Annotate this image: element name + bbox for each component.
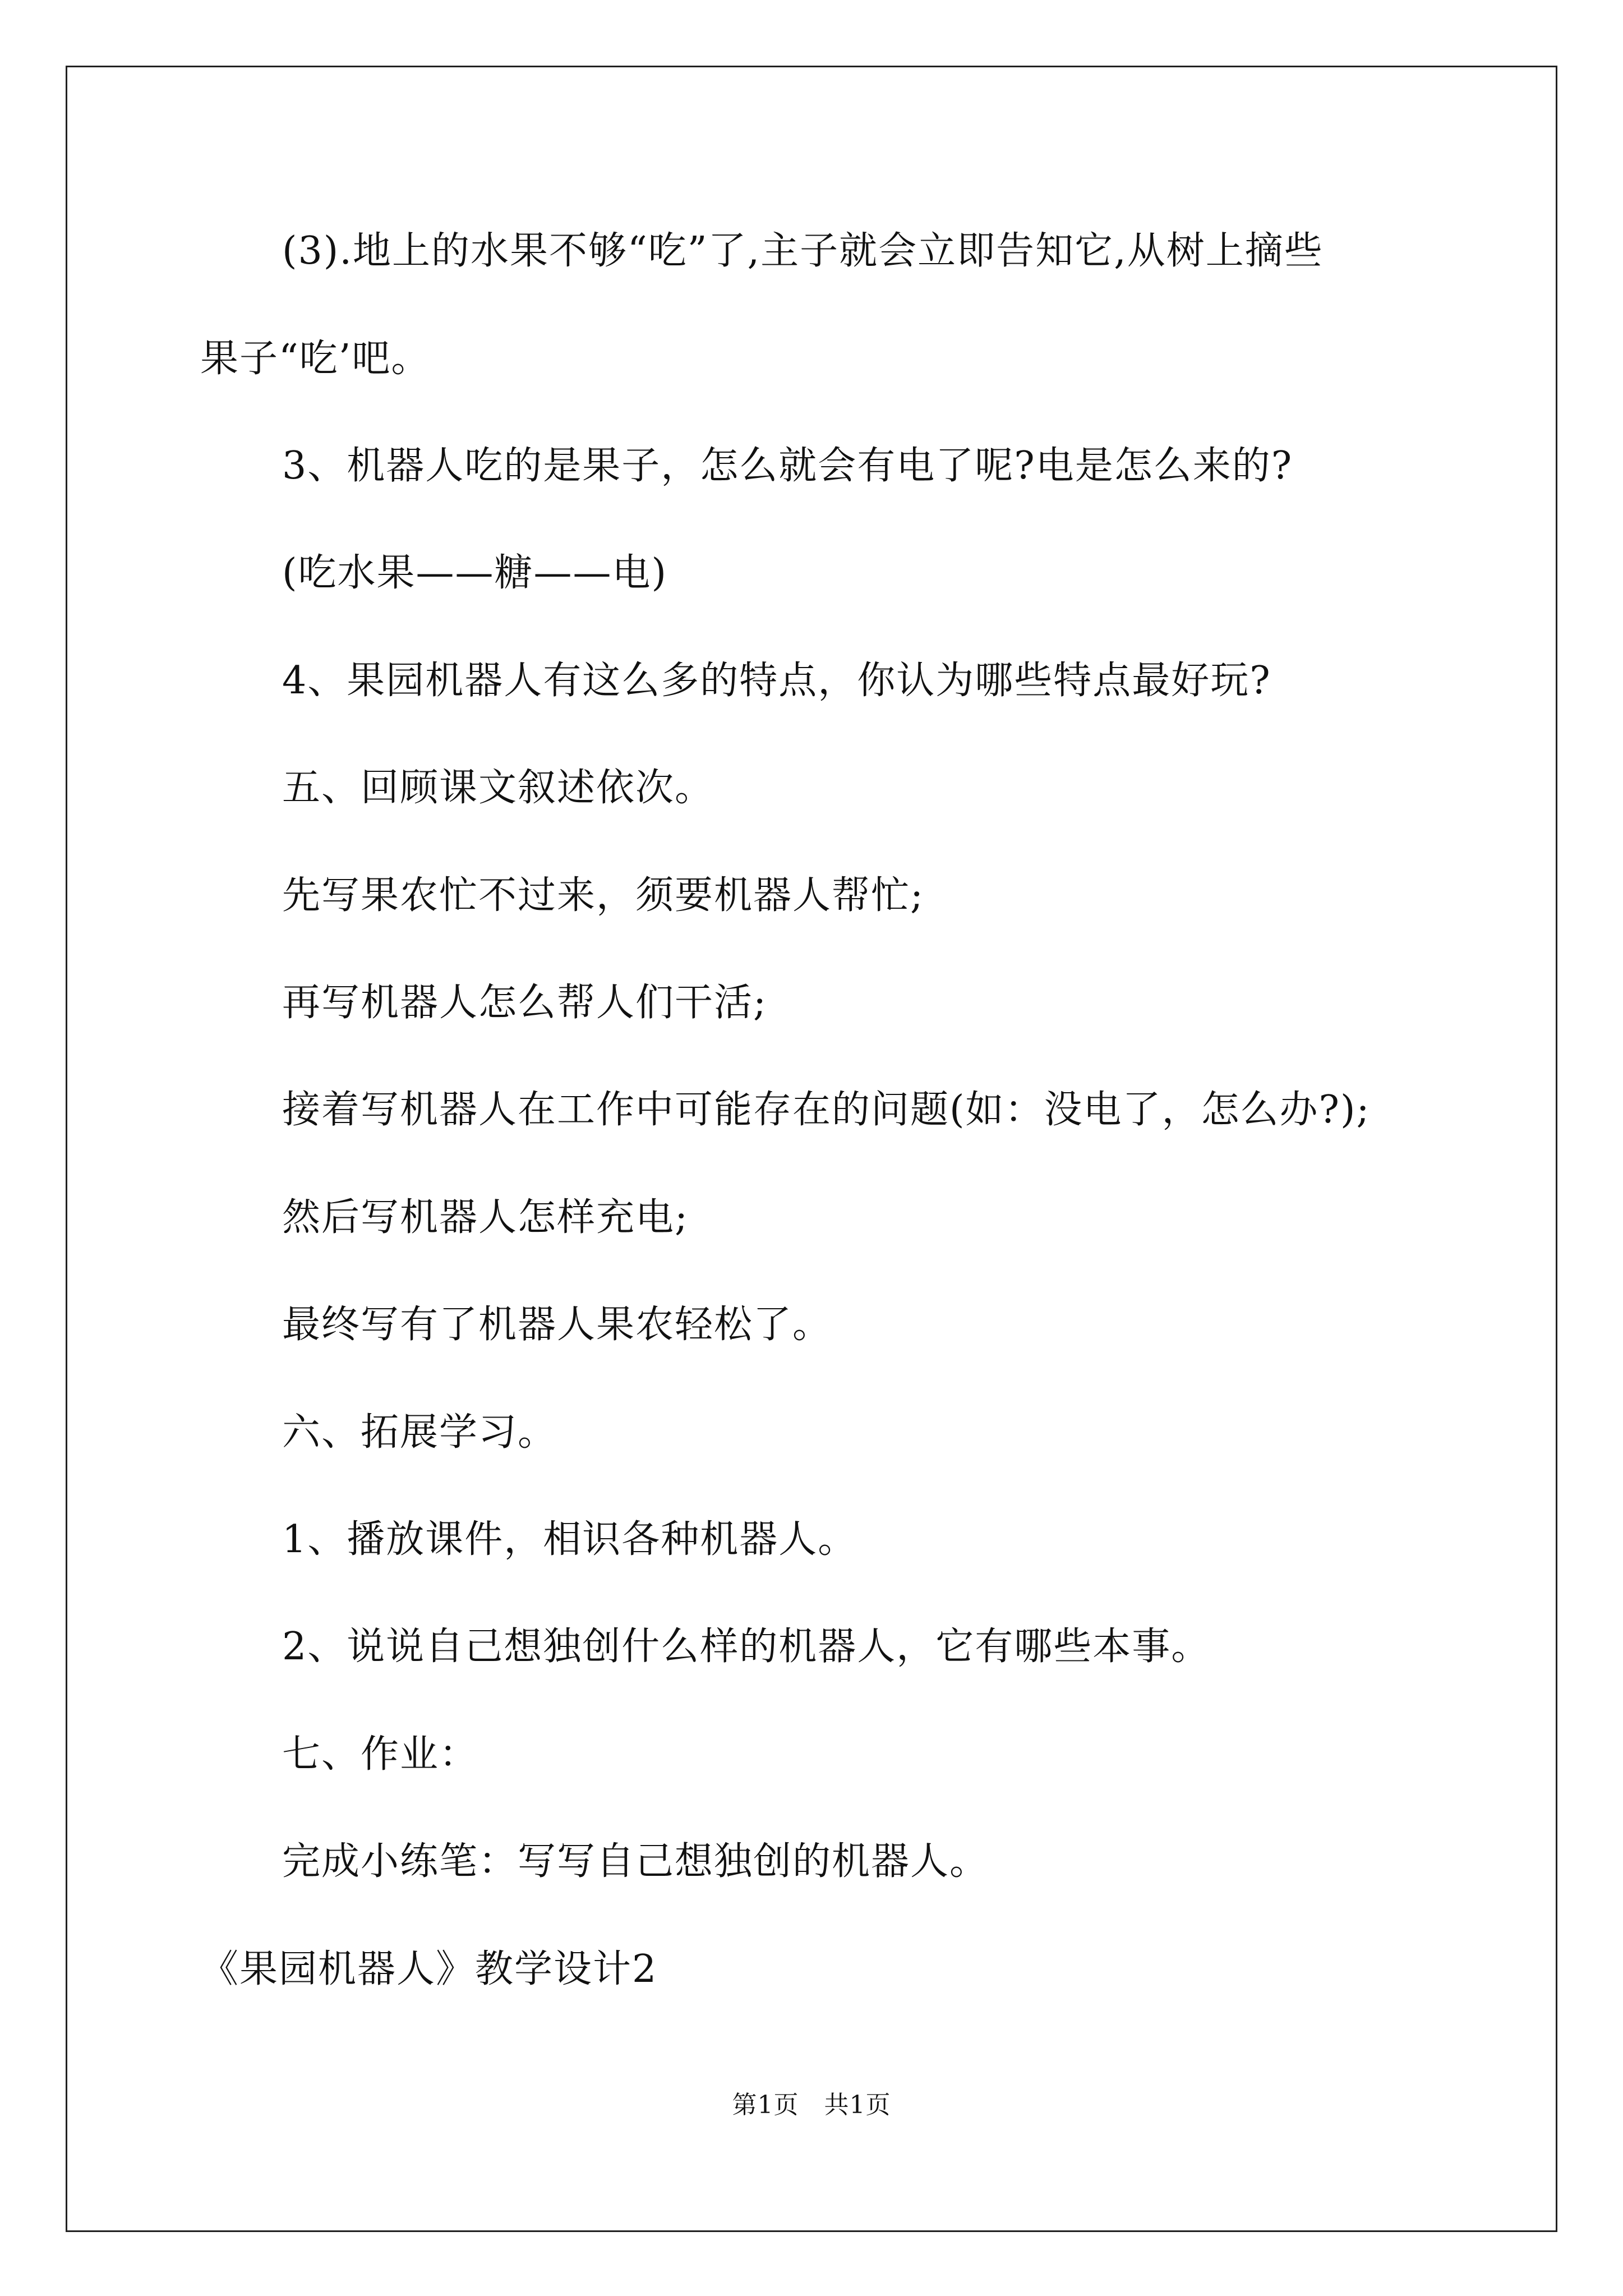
paragraph-line: 然后写机器人怎样充电; — [282, 1195, 689, 1240]
section-heading: 六、拓展学习。 — [282, 1410, 557, 1455]
paragraph-line: 先写果农忙不过来，须要机器人帮忙; — [282, 873, 924, 918]
paragraph-line: 1、播放课件，相识各种机器人。 — [282, 1517, 857, 1562]
paragraph-line: 接着写机器人在工作中可能存在的问题(如：没电了，怎么办?); — [282, 1088, 1371, 1132]
paragraph-line: 再写机器人怎么帮人们干活; — [282, 981, 767, 1025]
paragraph-line: 4、果园机器人有这么多的特点，你认为哪些特点最好玩? — [282, 659, 1271, 703]
paragraph-line: 最终写有了机器人果农轻松了。 — [282, 1303, 832, 1347]
paragraph-line: 2、说说自己想独创什么样的机器人，它有哪些本事。 — [282, 1625, 1211, 1669]
paragraph-line: 3、机器人吃的是果子，怎么就会有电了呢?电是怎么来的? — [282, 444, 1293, 488]
paragraph-line: 完成小练笔：写写自己想独创的机器人。 — [282, 1839, 989, 1884]
paragraph-line: (3).地上的水果不够“吃”了,主子就会立即告知它,从树上摘些 — [282, 229, 1324, 273]
section-heading: 七、作业： — [282, 1732, 479, 1777]
section-heading: 五、回顾课文叙述依次。 — [282, 766, 714, 810]
page-footer: 第1页 共1页 — [732, 2091, 891, 2119]
paragraph-line: 果子“吃’吧。 — [200, 337, 431, 381]
document-title: 《果园机器人》教学设计2 — [200, 1947, 658, 1991]
paragraph-line: (吃水果——糖——电) — [282, 551, 668, 595]
